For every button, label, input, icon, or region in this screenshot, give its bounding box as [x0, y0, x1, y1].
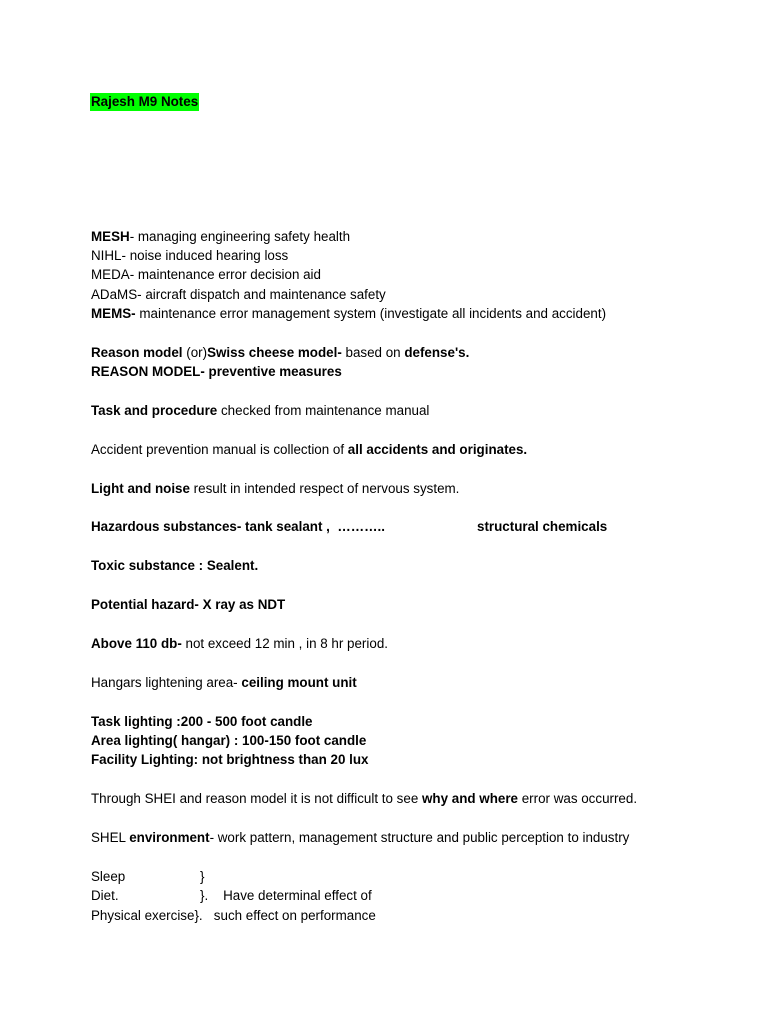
adams-line: ADaMS- aircraft dispatch and maintenance safety — [91, 287, 386, 302]
task-procedure-line: Task and procedure checked from maintenance manual — [91, 403, 430, 418]
hangars-line: Hangars lightening area- ceiling mount unit — [91, 675, 357, 690]
hazardous-line: Hazardous substances- tank sealant , ……….. — [91, 519, 385, 534]
diet-brace: }. Have determinal effect of — [200, 888, 372, 903]
meda-line: MEDA- maintenance error decision aid — [91, 267, 321, 282]
facility-lighting-line: Facility Lighting: not brightness than 20 lux — [91, 752, 369, 767]
sleep-brace: } — [200, 869, 205, 884]
accident-manual-line: Accident prevention manual is collection of all accidents and originates. — [91, 442, 528, 457]
above-110-line: Above 110 db- not exceed 12 min , in 8 hr period. — [91, 636, 388, 651]
area-lighting-line: Area lighting( hangar) : 100-150 foot candle — [91, 733, 367, 748]
mesh-line: MESH- managing engineering safety health — [91, 229, 351, 244]
toxic-line: Toxic substance : Sealent. — [91, 558, 259, 573]
mems-line: MEMS- maintenance error management system (investigate all incidents and accident) — [91, 306, 607, 321]
sleep-line: Sleep — [91, 869, 126, 884]
physical-exercise-line: Physical exercise}. such effect on performance — [91, 908, 376, 923]
page-title: Rajesh M9 Notes — [91, 94, 199, 109]
reason-preventive-line: REASON MODEL- preventive measures — [91, 364, 342, 379]
reason-model-line: Reason model (or)Swiss cheese model- based on defense's. — [91, 345, 470, 360]
nihl-line: NIHL- noise induced hearing loss — [91, 248, 289, 263]
light-noise-line: Light and noise result in intended respect of nervous system. — [91, 481, 460, 496]
shel-environment-line: SHEL environment- work pattern, management structure and public perception to industry — [91, 830, 630, 845]
diet-line: Diet. — [91, 888, 119, 903]
hazardous-structural-chemicals: structural chemicals — [477, 519, 608, 534]
through-shei-line: Through SHEI and reason model it is not difficult to see why and where error was occurred. — [91, 791, 638, 806]
potential-hazard-line: Potential hazard- X ray as NDT — [91, 597, 286, 612]
task-lighting-line: Task lighting :200 - 500 foot candle — [91, 714, 313, 729]
